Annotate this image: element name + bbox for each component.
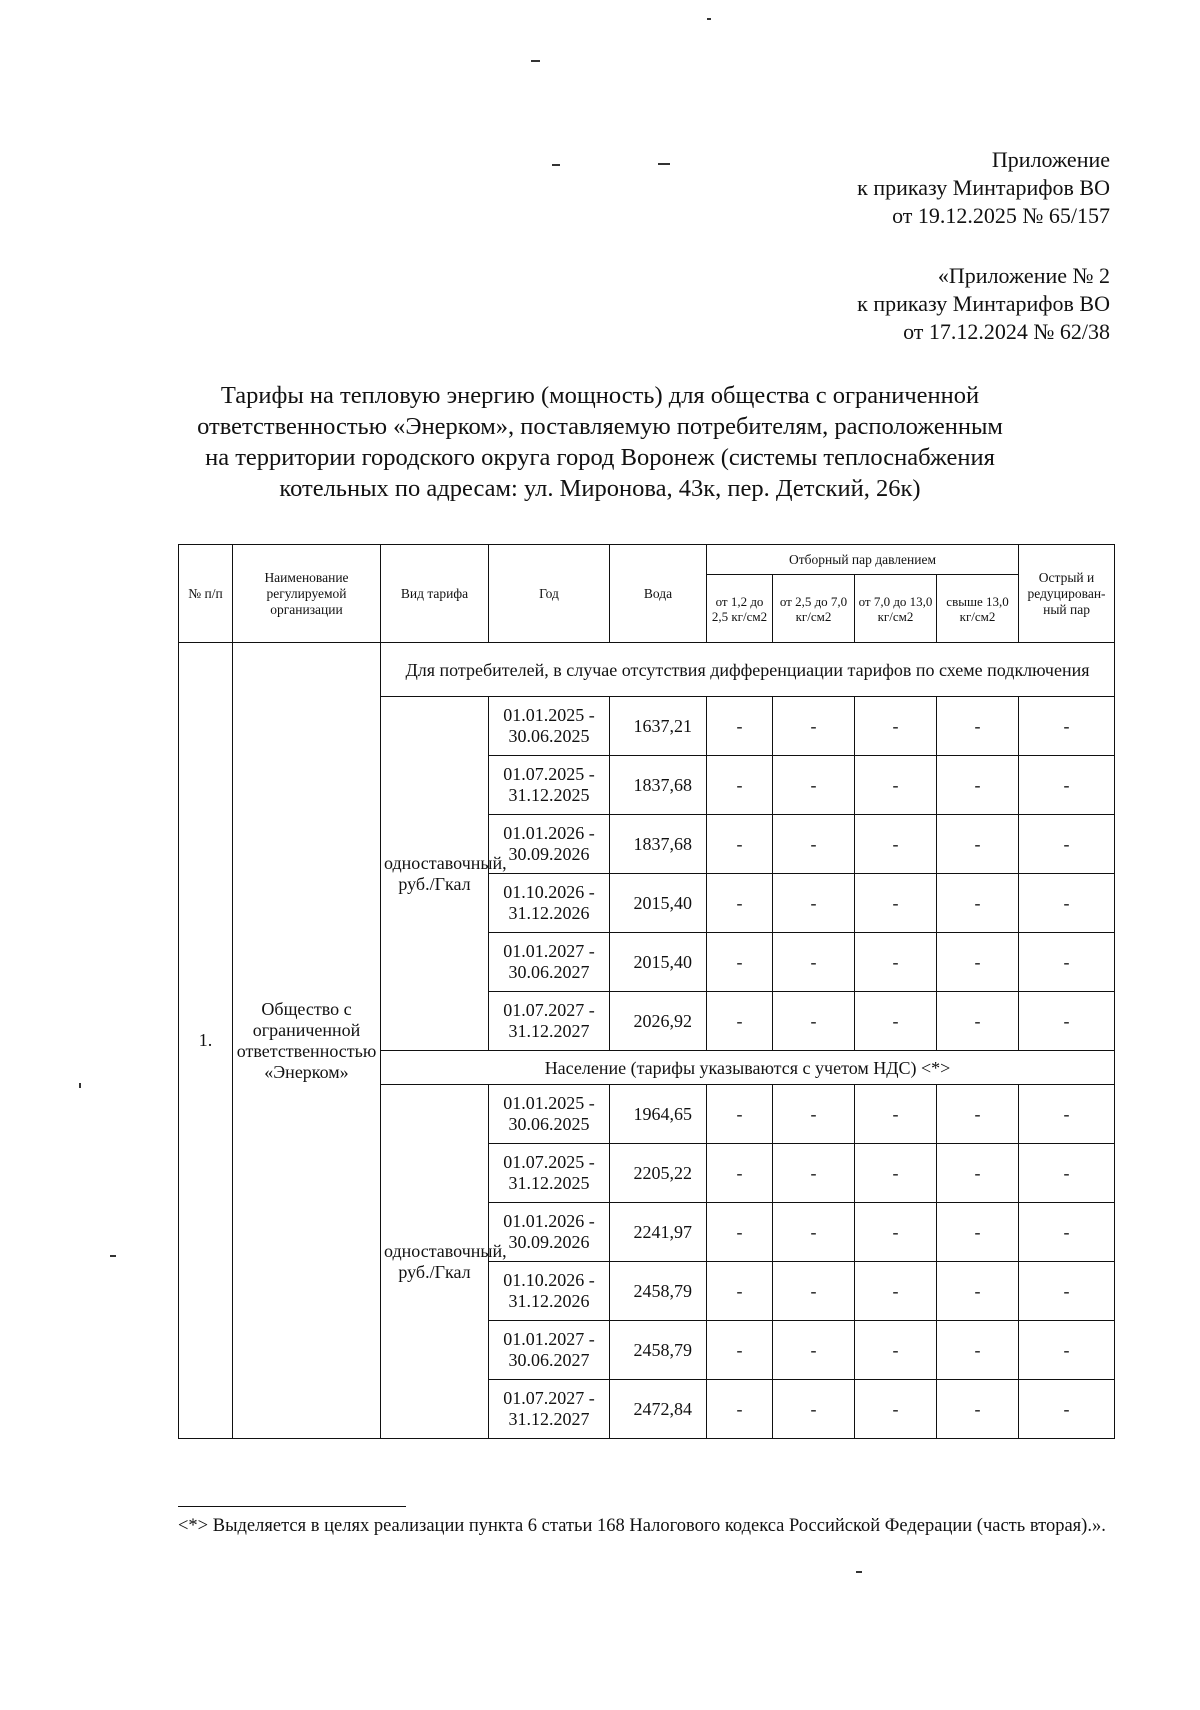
period-cell: 01.01.2026 - 30.09.2026 <box>489 815 610 874</box>
sharp-steam-value: - <box>1019 1144 1115 1203</box>
period-cell: 01.07.2027 - 31.12.2027 <box>489 992 610 1051</box>
water-value: 2026,92 <box>610 992 707 1051</box>
scan-speck <box>707 18 711 20</box>
annex-label: Приложение <box>991 147 1110 172</box>
steam-value: - <box>937 1321 1019 1380</box>
footnote: <*> Выделяется в целях реализации пункта 6 статьи 168 Налогового кодекса Российской Федерации (часть вторая).». <box>178 1516 1106 1536</box>
water-value: 2458,79 <box>610 1321 707 1380</box>
document-title <box>150 380 1050 504</box>
sharp-steam-value: - <box>1019 1262 1115 1321</box>
period-cell: 01.07.2025 - 31.12.2025 <box>489 756 610 815</box>
steam-value: - <box>937 1262 1019 1321</box>
steam-value: - <box>937 697 1019 756</box>
steam-value: - <box>707 1203 773 1262</box>
water-value: 2472,84 <box>610 1380 707 1439</box>
steam-value: - <box>937 756 1019 815</box>
water-value: 2015,40 <box>610 874 707 933</box>
steam-value: - <box>707 933 773 992</box>
steam-value: - <box>855 697 937 756</box>
steam-value: - <box>855 756 937 815</box>
scan-speck <box>110 1255 116 1257</box>
water-value: 2205,22 <box>610 1144 707 1203</box>
steam-value: - <box>937 815 1019 874</box>
steam-value: - <box>707 1144 773 1203</box>
footnote-separator <box>178 1506 406 1507</box>
sharp-steam-value: - <box>1019 697 1115 756</box>
steam-value: - <box>773 992 855 1051</box>
header-steam-7-13: от 7,0 до 13,0 кг/см2 <box>855 575 937 643</box>
tariff-type: одноставочный, руб./Гкал <box>381 1085 489 1439</box>
period-cell: 01.01.2025 - 30.06.2025 <box>489 1085 610 1144</box>
scan-speck <box>856 1571 862 1573</box>
tariff-table <box>178 544 1115 1439</box>
steam-value: - <box>773 933 855 992</box>
steam-value: - <box>773 1380 855 1439</box>
annex-order: к приказу Минтарифов ВО <box>857 175 1110 200</box>
steam-value: - <box>707 1262 773 1321</box>
sharp-steam-value: - <box>1019 1203 1115 1262</box>
steam-value: - <box>855 1321 937 1380</box>
steam-value: - <box>707 1085 773 1144</box>
steam-value: - <box>773 756 855 815</box>
period-cell: 01.10.2026 - 31.12.2026 <box>489 874 610 933</box>
scan-speck <box>658 163 670 165</box>
sharp-steam-value: - <box>1019 992 1115 1051</box>
organization-name: Общество с ограниченной ответственностью «Энерком» <box>233 643 381 1439</box>
steam-value: - <box>855 815 937 874</box>
steam-value: - <box>773 1144 855 1203</box>
sharp-steam-value: - <box>1019 756 1115 815</box>
sharp-steam-value: - <box>1019 1380 1115 1439</box>
water-value: 1964,65 <box>610 1085 707 1144</box>
period-cell: 01.01.2025 - 30.06.2025 <box>489 697 610 756</box>
steam-value: - <box>707 815 773 874</box>
steam-value: - <box>937 1203 1019 1262</box>
steam-value: - <box>855 1144 937 1203</box>
steam-value: - <box>707 697 773 756</box>
tariff-type: одноставочный, руб./Гкал <box>381 697 489 1051</box>
period-cell: 01.01.2026 - 30.09.2026 <box>489 1203 610 1262</box>
steam-value: - <box>773 874 855 933</box>
steam-value: - <box>773 1321 855 1380</box>
steam-value: - <box>855 874 937 933</box>
annex-date: от 17.12.2024 № 62/38 <box>903 319 1110 344</box>
section-title: Для потребителей, в случае отсутствия дифференциации тарифов по схеме подключения <box>381 643 1115 697</box>
header-number: № п/п <box>179 545 233 643</box>
row-number: 1. <box>179 643 233 1439</box>
steam-value: - <box>773 815 855 874</box>
steam-value: - <box>937 1380 1019 1439</box>
sharp-steam-value: - <box>1019 1321 1115 1380</box>
header-tariff-type: Вид тарифа <box>381 545 489 643</box>
header-steam-1-2-5: от 1,2 до 2,5 кг/см2 <box>707 575 773 643</box>
water-value: 1637,21 <box>610 697 707 756</box>
sharp-steam-value: - <box>1019 815 1115 874</box>
steam-value: - <box>937 992 1019 1051</box>
scan-speck <box>531 60 540 62</box>
steam-value: - <box>855 1203 937 1262</box>
steam-value: - <box>855 992 937 1051</box>
sharp-steam-value: - <box>1019 933 1115 992</box>
annex-reference-previous <box>857 262 1110 346</box>
steam-value: - <box>773 697 855 756</box>
sharp-steam-value: - <box>1019 1085 1115 1144</box>
steam-value: - <box>707 1321 773 1380</box>
header-sharp-steam: Острый и редуцирован-ный пар <box>1019 545 1115 643</box>
steam-value: - <box>707 1380 773 1439</box>
header-steam-group: Отборный пар давлением <box>707 545 1019 575</box>
period-cell: 01.01.2027 - 30.06.2027 <box>489 1321 610 1380</box>
header-water: Вода <box>610 545 707 643</box>
period-cell: 01.01.2027 - 30.06.2027 <box>489 933 610 992</box>
steam-value: - <box>937 1144 1019 1203</box>
water-value: 2241,97 <box>610 1203 707 1262</box>
annex-reference-current <box>857 146 1110 230</box>
sharp-steam-value: - <box>1019 874 1115 933</box>
water-value: 2015,40 <box>610 933 707 992</box>
scan-speck <box>79 1083 81 1088</box>
table-body <box>179 643 1115 1439</box>
steam-value: - <box>773 1085 855 1144</box>
steam-value: - <box>855 1085 937 1144</box>
water-value: 2458,79 <box>610 1262 707 1321</box>
section-title: Население (тарифы указываются с учетом НДС) <*> <box>381 1051 1115 1085</box>
steam-value: - <box>773 1262 855 1321</box>
scan-speck <box>552 164 560 166</box>
title-line: на территории городского округа город Воронеж (системы теплоснабжения <box>205 444 995 471</box>
water-value: 1837,68 <box>610 815 707 874</box>
steam-value: - <box>707 992 773 1051</box>
steam-value: - <box>855 933 937 992</box>
annex-order: к приказу Минтарифов ВО <box>857 291 1110 316</box>
water-value: 1837,68 <box>610 756 707 815</box>
title-line: котельных по адресам: ул. Миронова, 43к, пер. Детский, 26к) <box>279 475 921 502</box>
annex-label: «Приложение № 2 <box>937 263 1110 288</box>
period-cell: 01.07.2025 - 31.12.2025 <box>489 1144 610 1203</box>
steam-value: - <box>937 933 1019 992</box>
header-steam-over-13: свыше 13,0 кг/см2 <box>937 575 1019 643</box>
period-cell: 01.10.2026 - 31.12.2026 <box>489 1262 610 1321</box>
header-year: Год <box>489 545 610 643</box>
steam-value: - <box>707 756 773 815</box>
steam-value: - <box>773 1203 855 1262</box>
title-line: Тарифы на тепловую энергию (мощность) для общества с ограниченной <box>220 382 980 409</box>
steam-value: - <box>937 1085 1019 1144</box>
steam-value: - <box>937 874 1019 933</box>
steam-value: - <box>855 1380 937 1439</box>
title-line: ответственностью «Энерком», поставляемую потребителям, расположенным <box>197 413 1003 440</box>
steam-value: - <box>855 1262 937 1321</box>
steam-value: - <box>707 874 773 933</box>
header-steam-2-5-7: от 2,5 до 7,0 кг/см2 <box>773 575 855 643</box>
header-organization: Наименование регулируемой организации <box>233 545 381 643</box>
annex-date: от 19.12.2025 № 65/157 <box>892 203 1110 228</box>
period-cell: 01.07.2027 - 31.12.2027 <box>489 1380 610 1439</box>
